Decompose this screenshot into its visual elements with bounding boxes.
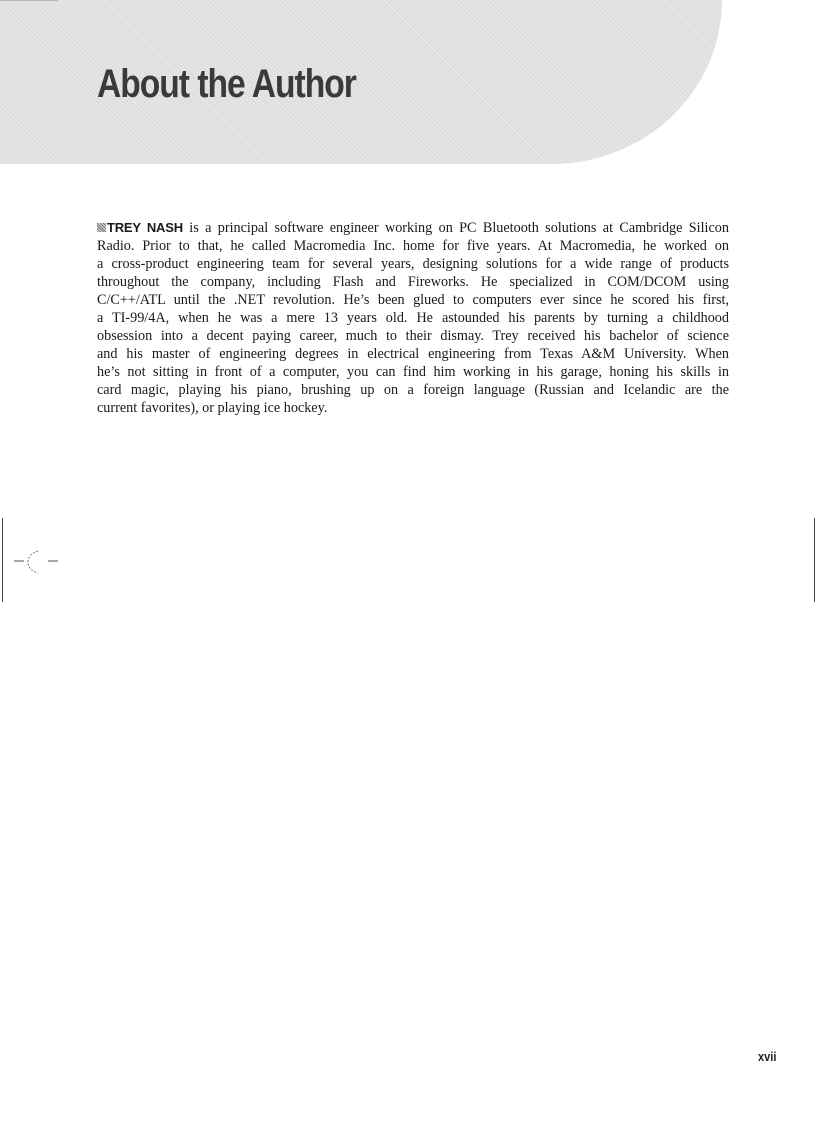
bio-line: obsession into a decent paying career, much to their dismay. Trey received his bachelor of science [97,328,729,344]
bio-line: a cross-product engineering team for several years, designing solutions for a wide range of products [97,256,729,272]
bio-line: he’s not sitting in front of a computer, you can find him working in his garage, honing his skills in [97,364,729,380]
corner-mark [0,0,58,1]
author-name: TREY NASH [107,220,183,235]
bio-line: C/C++/ATL until the .NET revolution. He’s been glued to computers ever since he scored his first, [97,292,729,308]
bio-line: throughout the company, including Flash and Fireworks. He specialized in COM/DCOM using [97,274,729,290]
bio-line: TREY NASH is a principal software engineer working on PC Bluetooth solutions at Cambridge Silicon [97,219,729,237]
square-bullet-icon [97,223,106,232]
bio-line: a TI-99/4A, when he was a mere 13 years old. He astounded his parents by turning a childhood [97,310,729,326]
margin-rule-left [2,518,3,602]
bio-line: Radio. Prior to that, he called Macromedia Inc. home for five years. At Macromedia, he worked on [97,238,729,254]
author-bio-paragraph [97,219,729,417]
bio-line: card magic, playing his piano, brushing up on a foreign language (Russian and Icelandic are the [97,382,729,398]
margin-rule-right [814,518,815,602]
page-number: xvii [758,1049,777,1064]
bio-line: current favorites), or playing ice hockey. [97,400,328,416]
bio-line: and his master of engineering degrees in electrical engineering from Texas A&M University. When [97,346,729,362]
chapter-title: About the Author [97,62,356,106]
crop-mark-icon [14,548,60,576]
